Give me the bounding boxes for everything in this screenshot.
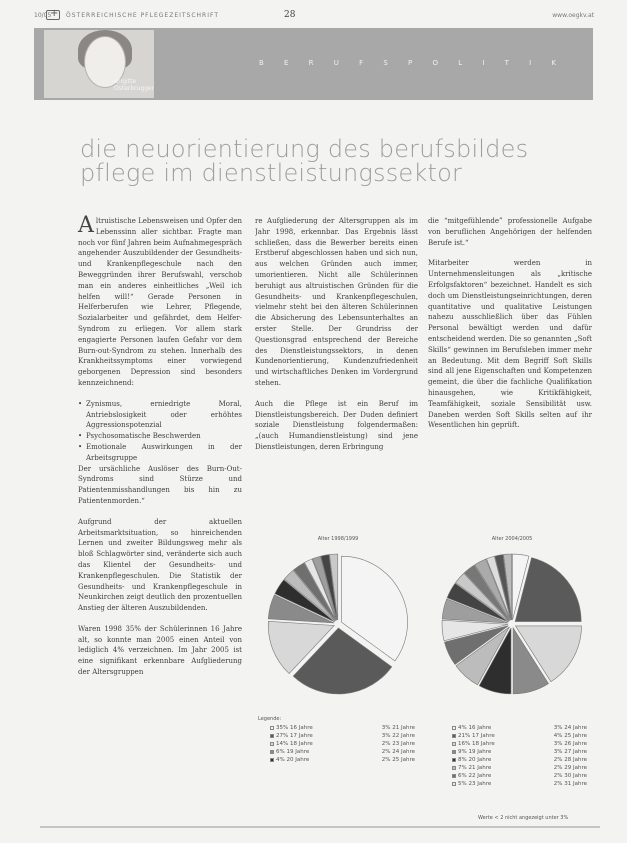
legend-swatch: [452, 766, 456, 770]
pie-svg: [258, 544, 418, 704]
legend-entry: 4% 20 Jahre: [270, 756, 309, 764]
legend-entry: 2% 23 Jahre: [381, 741, 415, 747]
pie-chart-1998: [258, 536, 418, 706]
legend-entry: 2% 28 Jahre: [553, 757, 587, 763]
legend-entry: 16% 18 Jahre: [452, 740, 495, 748]
legend-entry: 2% 25 Jahre: [381, 757, 415, 763]
publication-name: ÖSTERREICHISCHE PFLEGEZEITSCHRIFT: [66, 12, 220, 19]
page-edge: [40, 826, 600, 828]
list-item: • Emotionale Auswirkungen in der Arbeitsgruppe: [78, 442, 242, 464]
legend-entry: 3% 21 Jahre: [381, 725, 415, 731]
column-2: [255, 216, 418, 531]
legend-swatch: [452, 782, 456, 786]
legend-entry: 5% 23 Jahre: [452, 780, 491, 788]
column-3: [428, 216, 592, 496]
legend-entry: 9% 19 Jahre: [452, 748, 491, 756]
legend-swatch: [452, 774, 456, 778]
legend-row: [270, 748, 415, 756]
legend-swatch: [452, 734, 456, 738]
legend-entry: 3% 26 Jahre: [553, 741, 587, 747]
legend-title: Legende:: [258, 716, 282, 722]
paragraph: Waren 1998 35% der Schülerinnen 16 Jahre alt, so konnte man 2005 einen Anteil von lediglich 4% verzeichnen. Im Jahr 2005 ist eine signifikant erkennbare Aufgliederung der Altersgruppen: [78, 624, 242, 677]
legend-swatch: [270, 742, 274, 746]
legend-entry: 6% 22 Jahre: [452, 772, 491, 780]
paragraph: Mitarbeiter werden in Unternehmensleitungen als „kritische Erfolgsfaktoren“ bezeichnet. Handelt es sich doch um Dienstleistungseinrichtungen, deren quantitative und qualitative Leistungen nahezu ausschließlich über das Fühlen Personal bewältigt werden und dafür entscheidend werden. Die so genannten „Soft Skills“ gewinnen im Berufsleben immer mehr an Bedeutung. Mit dem Begriff Soft Skills sind all jene Eigenschaften und Kompetenzen gemeint, die über die fachliche Qualifikation hinausgehen, wie Kritikfähigkeit, Teamfähigkeit, soziale Sensibilität usw. Daneben werden Soft Skills selten auf ihr Wesentlichen hin geprüft.: [428, 259, 592, 430]
legend-swatch: [452, 726, 456, 730]
legend-entry: 4% 25 Jahre: [553, 733, 587, 739]
legend-entry: 21% 17 Jahre: [452, 732, 495, 740]
list-item: • Zynismus, erniedrigte Moral, Antriebslosigkeit oder erhöhtes Aggressionspotenzial: [78, 399, 242, 431]
legend-entry: 2% 29 Jahre: [553, 765, 587, 771]
legend-row: [270, 740, 415, 748]
legend-entry: 7% 21 Jahre: [452, 764, 491, 772]
legend-swatch: [270, 758, 274, 762]
page-header: [34, 8, 594, 22]
section-label: B E R U F S P O L I T I K: [259, 59, 566, 67]
article-title: die neuorientierung des berufsbildes pflege im dienstleistungssektor: [80, 135, 529, 187]
legend-entry: 2% 24 Jahre: [381, 749, 415, 755]
paragraph: die “mitgefühlende” professionelle Aufgabe von beruflichen Angehörigen der helfenden Berufe ist.“: [428, 217, 592, 247]
legend-swatch: [452, 758, 456, 762]
legend-entry: 3% 24 Jahre: [553, 725, 587, 731]
issue-number: 10/05: [34, 12, 52, 19]
legend-entry: 14% 18 Jahre: [270, 740, 313, 748]
legend-row: [452, 772, 587, 780]
chart-title: Alter 1998/1999: [317, 536, 359, 542]
paragraph: re Aufgliederung der Altersgruppen als im Jahr 1998, erkennbar. Das Ergebnis lässt schließen, dass die Bewerber bereits einen Erstberuf abgeschlossen haben und sich nun, aus welchen Gründen auch immer, umorientieren. Nicht alle Schülerinnen beruhigt aus altruistischen Gründen für die Gesundheits- und Krankenpflegeschulen, vielmehr steht bei den älteren Schülerinnen die Absicherung des Lebensunterhaltes an erster Stelle. Der Grundriss der Questionsgrad entsprechend der Bereiche des Dienstleistungssektors, in denen Kundenorientierung, Kundenzufriedenheit und wirtschaftliches Denken im Vordergrund stehen.: [255, 217, 418, 387]
chart-note: Werte < 2 nicht angezeigt unter 3%: [478, 815, 569, 821]
legend-row: [452, 748, 587, 756]
paragraph: Aufgrund der aktuellen Arbeitsmarktsituation, so hinreichenden Lernen und zweiter Bildungsweg mehr als bloß Schlagwörter sind, veränderte sich auch das Klientel der Gesundheits- und Krankenpflegeschulen. Die Statistik der Gesundheits- und Krankenpflegeschule in Neunkirchen zeigt deutlich den prozentuellen Anstieg der älteren Auszubildenden.: [78, 517, 242, 613]
legend-swatch: [452, 742, 456, 746]
drop-cap: A: [78, 213, 94, 238]
author-photo: [44, 30, 154, 98]
legend-row: [452, 764, 587, 772]
legend-entry: 35% 16 Jahre: [270, 724, 313, 732]
legend-swatch: [270, 750, 274, 754]
legend-row: [452, 732, 587, 740]
legend-swatch: [452, 750, 456, 754]
paragraph-text: ltruistische Lebensweisen und Opfer den Lebenssinn aller sichtbar. Fragte man noch vor fünf Jahren beim Aufnahmegespräch angehender Auszubildender der Gesundheits- und Krankenpflegeschule nach den Beweggründen ihrer Berufswahl, verschob man ein anderes einheitliches „Weil ich helfen will!“ Gerade Personen in Helferberufen wie Lehrer, Pflegende, Sozialarbeiter und gefährdet, dem Helfer-Syndrom zu erliegen. Vor allem stark engagierte Personen laufen Gefahr vor dem Burn-out-Syndrom zu stehen. Innerhalb des Krankheitssymptoms einer vorwiegend geborgenen Depression sind besonders kennzeichnend:: [78, 217, 242, 387]
legend-row: [270, 756, 415, 764]
legend-row: [452, 724, 587, 732]
website: www.oegkv.at: [552, 12, 594, 19]
legend-row: [452, 740, 587, 748]
page-number: 28: [284, 10, 296, 20]
section-banner: [34, 28, 593, 100]
legend-entry: 3% 27 Jahre: [553, 749, 587, 755]
paragraph: Auch die Pflege ist ein Beruf im Dienstleistungsbereich. Der Duden definiert soziale Dienstleistung folgendermaßen: „(auch Humandienstleistung) sind jene Dienstleistungen, deren Erbringung: [255, 399, 418, 451]
chart-title: Alter 2004/2005: [491, 536, 533, 542]
legend-entry: 6% 19 Jahre: [270, 748, 309, 756]
legend-entry: 2% 30 Jahre: [553, 773, 587, 779]
legend-1998: [270, 724, 415, 764]
legend-entry: 4% 16 Jahre: [452, 724, 491, 732]
legend-entry: 3% 22 Jahre: [381, 733, 415, 739]
cross-logo-icon: [46, 10, 60, 20]
legend-row: [452, 780, 587, 788]
pie-chart-2004: [432, 536, 592, 706]
paragraph: [78, 213, 242, 389]
legend-row: [270, 724, 415, 732]
symptom-list: [78, 399, 242, 464]
legend-swatch: [270, 734, 274, 738]
column-1: [78, 213, 242, 688]
author-name: Brigitte Osterbrugger: [114, 78, 154, 92]
legend-entry: 8% 20 Jahre: [452, 756, 491, 764]
legend-row: [270, 732, 415, 740]
list-item: • Psychosomatische Beschwerden: [78, 431, 242, 442]
paragraph: Der ursächliche Auslöser des Burn-Out-Syndroms sind Stürze und Patientenmisshandlungen bis hin zu Patientenmorden.“: [78, 464, 242, 505]
legend-entry: 27% 17 Jahre: [270, 732, 313, 740]
legend-entry: 2% 31 Jahre: [553, 781, 587, 787]
pie-svg: [432, 544, 592, 704]
legend-swatch: [270, 726, 274, 730]
legend-2004: [452, 724, 587, 788]
legend-row: [452, 756, 587, 764]
